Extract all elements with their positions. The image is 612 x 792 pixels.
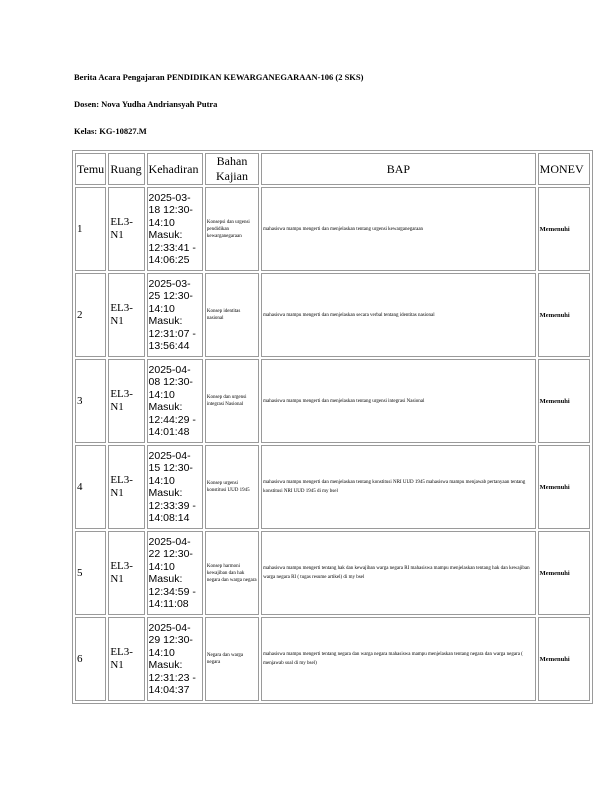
cell-bap: mahasiswa mampu mengerti dan menjelaskan tentang urgensi integrasi Nasional [261, 359, 536, 443]
cell-temu: 2 [75, 273, 106, 357]
cell-monev: Memenuhi [538, 531, 590, 615]
attendance-table [72, 150, 593, 704]
cell-kehadiran: 2025-03-18 12:30-14:10 Masuk: 12:33:41 - 14:06:25 [147, 187, 203, 271]
cell-kehadiran: 2025-04-15 12:30-14:10 Masuk: 12:33:39 - 14:08:14 [147, 445, 203, 529]
cell-temu: 3 [75, 359, 106, 443]
cell-monev: Memenuhi [538, 187, 590, 271]
cell-ruang: EL3-N1 [108, 531, 144, 615]
column-header-bap: BAP [261, 153, 536, 185]
cell-kehadiran: 2025-04-29 12:30-14:10 Masuk: 12:31:23 - 14:04:37 [147, 617, 203, 701]
table-row [75, 531, 590, 615]
document-title: Berita Acara Pengajaran PENDIDIKAN KEWARGANEGARAAN-106 (2 SKS) [74, 72, 364, 82]
table-row [75, 445, 590, 529]
cell-ruang: EL3-N1 [108, 445, 144, 529]
cell-temu: 4 [75, 445, 106, 529]
cell-bahan-kajian: Konsepsi dan urgensi pendidikan kewarganegaraan [205, 187, 259, 271]
table-row [75, 359, 590, 443]
lecturer-line: Dosen: Nova Yudha Andriansyah Putra [74, 99, 218, 109]
column-header-temu: Temu [75, 153, 106, 185]
column-header-bahan-kajian: Bahan Kajian [205, 153, 259, 185]
cell-temu: 5 [75, 531, 106, 615]
cell-bap: mahasiswa mampu mengerti tentang negara dan warga negara mahasiswa mampu menjelaskan tentang negara dan warga negara ( menjawab soal di my bsel) [261, 617, 536, 701]
column-header-monev: MONEV [538, 153, 590, 185]
column-header-ruang: Ruang [108, 153, 144, 185]
cell-bahan-kajian: Konsep harmoni kewajiban dan hak negara dan warga negara [205, 531, 259, 615]
cell-ruang: EL3-N1 [108, 187, 144, 271]
column-header-kehadiran: Kehadiran [147, 153, 203, 185]
cell-temu: 6 [75, 617, 106, 701]
cell-bap: mahasiswa mampu mengerti dan menjelaskan tentang konstitusi NRI UUD 1945 mahasiswa mampu menjawab pertanyaan tentang konstitusi NRI UUD 1945 di my bsel [261, 445, 536, 529]
cell-monev: Memenuhi [538, 445, 590, 529]
table-row [75, 187, 590, 271]
class-line: Kelas: KG-10827.M [74, 126, 147, 136]
table-row [75, 273, 590, 357]
cell-ruang: EL3-N1 [108, 617, 144, 701]
cell-kehadiran: 2025-03-25 12:30-14:10 Masuk: 12:31:07 - 13:56:44 [147, 273, 203, 357]
cell-monev: Memenuhi [538, 273, 590, 357]
cell-bahan-kajian: Konsep urgensi konstitusi UUD 1945 [205, 445, 259, 529]
cell-temu: 1 [75, 187, 106, 271]
cell-bahan-kajian: Negara dan warga negara [205, 617, 259, 701]
cell-kehadiran: 2025-04-22 12:30-14:10 Masuk: 12:34:59 - 14:11:08 [147, 531, 203, 615]
cell-monev: Memenuhi [538, 359, 590, 443]
cell-bahan-kajian: Konsep dan urgensi integrasi Nasional [205, 359, 259, 443]
cell-bap: mahasiswa mampu mengerti tentang hak dan kewajiban warga negara RI mahasiswa mampu menjelaskan tentang hak dan kewajiban warga negara RI ( tugas resume artikel) di my bsel [261, 531, 536, 615]
cell-monev: Memenuhi [538, 617, 590, 701]
cell-ruang: EL3-N1 [108, 273, 144, 357]
cell-ruang: EL3-N1 [108, 359, 144, 443]
cell-bap: mahasiswa mampu mengerti dan menjelaskan secara verbal tentang identitas nasional [261, 273, 536, 357]
table-row [75, 617, 590, 701]
cell-bap: mahasiswa mampu mengerti dan menjelaskan tentang urgensi kewarganegaraan [261, 187, 536, 271]
cell-kehadiran: 2025-04-08 12:30-14:10 Masuk: 12:44:29 - 14:01:48 [147, 359, 203, 443]
cell-bahan-kajian: Konsep identitas nasional [205, 273, 259, 357]
table-header-row [75, 153, 590, 185]
